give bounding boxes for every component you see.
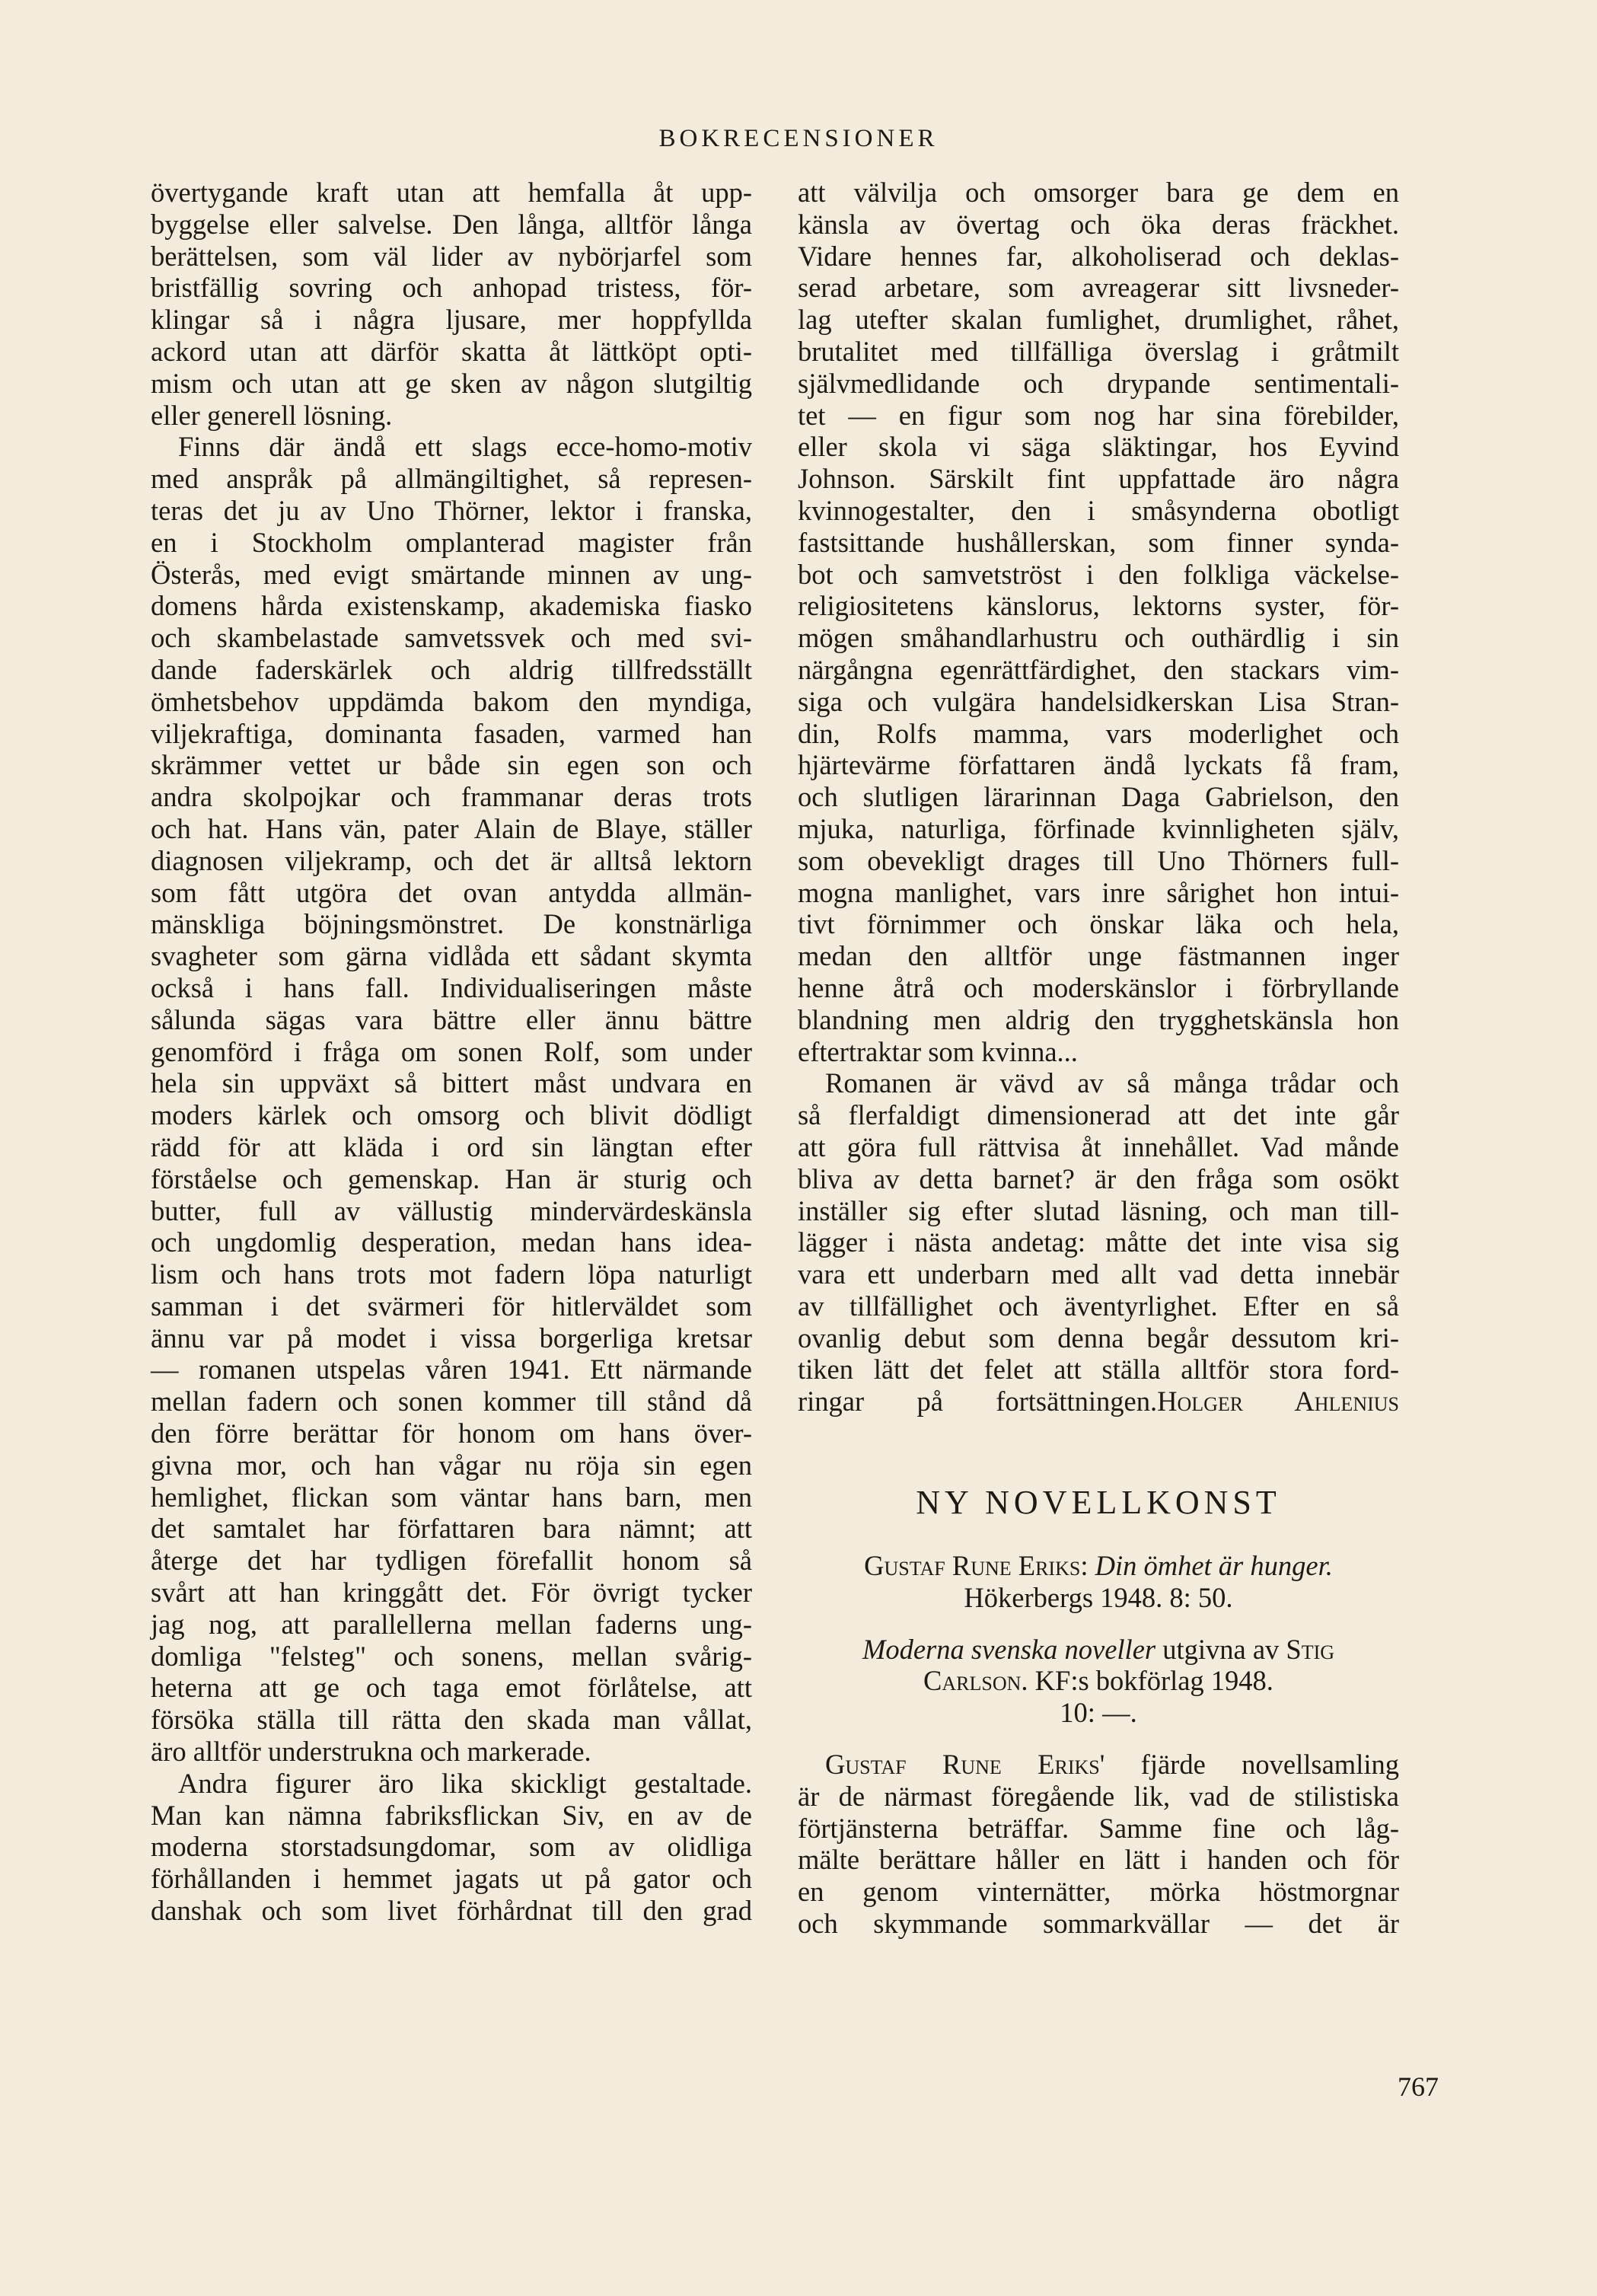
text-line: teras det ju av Uno Thörner, lektor i franska, [151,494,752,526]
text-line: förhållanden i hemmet jagats ut på gator och [151,1863,752,1895]
page-number: 767 [1398,2071,1439,2102]
text-line: rädd för att kläda i ord sin längtan efter [151,1130,752,1162]
text-line: domens hårda existenskamp, akademiska fiasko [151,590,752,622]
bibliography-entry-2 [798,1634,1399,1666]
text-line: Finns där ändå ett slags ecce-homo-motiv [178,431,752,463]
text-line: ackord utan att därför skatta åt lättköpt opti- [151,335,752,367]
text-line: lägger i nästa andetag: måtte det inte visa sig [798,1226,1399,1258]
text-line: givna mor, och han vågar nu röja sin egen [151,1449,752,1481]
text-line: religiositetens känslorus, lektorns syster, för- [798,590,1399,622]
text-line: mellan fadern och sonen kommer till stånd då [151,1386,752,1417]
bibliography-entry-1 [798,1550,1399,1582]
text-line: också i hans fall. Individualiseringen måste [151,971,752,1003]
text-line: jag nog, att parallellerna mellan faderns ung- [151,1608,752,1640]
second-review-author: Gustaf Rune Eriks' [825,1749,1105,1781]
right-column [798,177,1399,1940]
text-line: så flerfaldigt dimensionerad att det inte går [798,1099,1399,1131]
text-line: Romanen är vävd av så många trådar och [825,1067,1399,1099]
text-line: och slutligen lärarinnan Daga Gabrielson, den [798,781,1399,813]
text-line: lag utefter skalan fumlighet, drumlighet, råhet, [798,304,1399,336]
text-line: en genom vinternätter, mörka höstmorgnar [798,1876,1399,1908]
second-review-first-line-rest: fjärde novellsamling [1105,1749,1399,1781]
text-line: mänskliga böjningsmönstret. De konstnärliga [151,908,752,940]
text-line: den förre berättar för honom om hans över- [151,1417,752,1449]
bibliography-entry-1-publisher: Hökerbergs 1948. 8: 50. [964,1581,1233,1613]
text-line: Johnson. Särskilt fint uppfattade äro några [798,463,1399,495]
anthology-editor-last: Carlson. [923,1665,1028,1697]
text-line: blandning men aldrig den trygghetskänsla hon [798,1003,1399,1035]
running-head: BOKRECENSIONER [658,125,939,152]
text-line: återge det har tydligen förefallit honom så [151,1545,752,1577]
text-line: dande faderskärlek och aldrig tillfredsställt [151,653,752,685]
text-line: Vidare hennes far, alkoholiserad och deklas- [798,240,1399,272]
text-line: din, Rolfs mamma, vars moderlighet och [798,717,1399,749]
text-line: hjärtevärme författaren ändå lyckats få fram, [798,749,1399,781]
text-line: danshak och som livet förhårdnat till den grad [151,1895,752,1927]
text-line: försöka ställa till rätta den skada man vållat, [151,1704,752,1736]
signature-line [798,1386,1399,1417]
text-line: en i Stockholm omplanterad magister från [151,526,752,558]
text-line: andra skolpojkar och frammanar deras trots [151,781,752,813]
text-line: tiken lätt det felet att ställa alltför stora ford- [798,1354,1399,1386]
anthology-editor-prefix: utgivna av [1156,1633,1286,1665]
text-line: eller generell lösning. [151,399,393,431]
text-line: och skambelastade samvetssvek och med svi- [151,622,752,654]
text-line: mjuka, naturliga, förfinade kvinnligheten själv, [798,812,1399,844]
section-heading: NY NOVELLKONST [916,1484,1281,1522]
text-line: berättelsen, som väl lider av nybörjarfel som [151,240,752,272]
text-line: att välvilja och omsorger bara ge dem en [798,177,1399,208]
text-line: viljekraftiga, dominanta fasaden, varmed han [151,717,752,749]
second-review-body [798,1781,1399,1940]
text-line: känsla av övertag och öka deras fräckhet. [798,208,1399,240]
text-line: Österås, med evigt smärtande minnen av ung- [151,558,752,590]
text-line: mälte berättare håller en lätt i handen och för [798,1844,1399,1876]
text-line: genomförd i fråga om sonen Rolf, som under [151,1035,752,1067]
text-line: henne åtrå och moderskänslor i förbryllande [798,971,1399,1003]
text-line: samman i det svärmeri för hitlerväldet som [151,1290,752,1322]
text-line: bristfällig sovring och anhopad tristess, för- [151,272,752,304]
book-title: Din ömhet är hunger. [1095,1550,1333,1582]
text-line: vara ett underbarn med allt vad detta innebär [798,1258,1399,1290]
text-line: diagnosen viljekramp, och det är alltså lektorn [151,844,752,876]
text-line: inställer sig efter slutad läsning, och man till- [798,1194,1399,1226]
text-line: och ungdomlig desperation, medan hans idea- [151,1226,752,1258]
text-line: fastsittande hushållerskan, som finner synda- [798,526,1399,558]
text-line: medan den alltför unge fästmannen inger [798,940,1399,972]
text-line: närgångna egenrättfärdighet, den stackars vim- [798,653,1399,685]
text-line: Man kan nämna fabriksflickan Siv, en av de [151,1799,752,1831]
text-line: självmedlidande och drypande sentimentali- [798,367,1399,399]
text-line: hemlighet, flickan som väntar hans barn, men [151,1481,752,1513]
spacer [798,1614,1399,1634]
text-line: eller skola vi säga släktingar, hos Eyvind [798,431,1399,463]
text-line: lism och hans trots mot fadern löpa naturligt [151,1258,752,1290]
text-line: svagheter som gärna vidlåda ett sådant skymta [151,940,752,972]
text-line: övertygande kraft utan att hemfalla åt upp- [151,177,752,208]
text-line: är de närmast föregående lik, vad de stilistiska [798,1780,1399,1812]
anthology-editor-first: Stig [1286,1633,1335,1665]
text-line: mögen småhandlarhustru och outhärdlig i sin [798,622,1399,654]
text-line: ovanlig debut som denna begår dessutom kri- [798,1322,1399,1354]
text-line: som obevekligt drages till Uno Thörners full- [798,844,1399,876]
spacer [798,1729,1399,1749]
text-line: Andra figurer äro lika skickligt gestaltade. [178,1767,752,1799]
text-line: heterna att ge och taga emot förlåtelse, att [151,1672,752,1704]
signature-text: ringar på fortsättningen. [798,1386,1158,1417]
text-line: som fått utgöra det ovan antydda allmän- [151,876,752,908]
text-line: moderna storstadsungdomar, som av olidliga [151,1831,752,1863]
reviewer-name: Holger Ahlenius [1157,1386,1399,1417]
text-line: tet — en figur som nog har sina förebilder, [798,399,1399,431]
text-line: med anspråk på allmängiltighet, så represen- [151,463,752,495]
text-line: kvinnogestalter, den i småsynderna obotligt [798,494,1399,526]
text-line: serad arbetare, som avreagerar sitt livsneder- [798,272,1399,304]
text-line: brutalitet med tillfälliga överslag i gråtmilt [798,335,1399,367]
text-line: förståelse och gemenskap. Han är sturig och [151,1162,752,1194]
text-line: siga och vulgära handelsidkerskan Lisa Stran- [798,685,1399,717]
text-line: av tillfällighet och äventyrlighet. Efter en så [798,1290,1399,1322]
text-line: bot och samvetströst i den folkliga väckelse- [798,558,1399,590]
text-line: mogna manlighet, vars inre sårighet hon intui- [798,876,1399,908]
text-line: byggelse eller salvelse. Den långa, alltför långa [151,208,752,240]
anthology-publisher: KF:s bokförlag 1948. [1028,1665,1273,1697]
text-line: hela sin uppväxt så bittert måst undvara en [151,1067,752,1099]
text-line: klingar så i några ljusare, mer hoppfyllda [151,304,752,336]
text-line: äro alltför understrukna och markerade. [151,1736,591,1768]
review-continuation [798,177,1399,1386]
text-line: ömhetsbehov uppdämda bakom den myndiga, [151,685,752,717]
text-line: mism och utan att ge sken av någon slutgiltig [151,367,752,399]
bibliography-entry-2-publisher [798,1665,1399,1697]
text-line: att göra full rättvisa åt innehållet. Vad månde [798,1130,1399,1162]
text-line: sålunda sägas vara bättre eller ännu bättre [151,1003,752,1035]
text-line: tivt förnimmer och önskar läka och hela, [798,908,1399,940]
text-line: butter, full av vällustig mindervärdeskänsla [151,1194,752,1226]
text-line: — romanen utspelas våren 1941. Ett närmande [151,1354,752,1386]
text-line: bliva av detta barnet? är den fråga som osökt [798,1162,1399,1194]
text-line: svårt att han kringgått det. För övrigt tycker [151,1577,752,1609]
text-line: förtjänsterna beträffar. Samme fine och låg- [798,1812,1399,1844]
text-line: och hat. Hans vän, pater Alain de Blaye, ställer [151,812,752,844]
text-line: domliga "felsteg" och sonens, mellan svårig- [151,1640,752,1672]
anthology-price: 10: —. [1060,1697,1137,1729]
text-line: och skymmande sommarkvällar — det är [798,1908,1399,1940]
text-line: ännu var på modet i vissa borgerliga kretsar [151,1322,752,1354]
second-review-first-line [798,1749,1399,1781]
text-line: moders kärlek och omsorg och blivit dödligt [151,1099,752,1131]
left-column [151,177,752,1927]
text-line: eftertraktar som kvinna... [798,1035,1078,1067]
anthology-title: Moderna svenska noveller [862,1633,1156,1665]
book-author: Gustaf Rune Eriks: [864,1550,1089,1582]
text-line: det samtalet har författaren bara nämnt; att [151,1513,752,1545]
text-line: skrämmer vettet ur både sin egen son och [151,749,752,781]
